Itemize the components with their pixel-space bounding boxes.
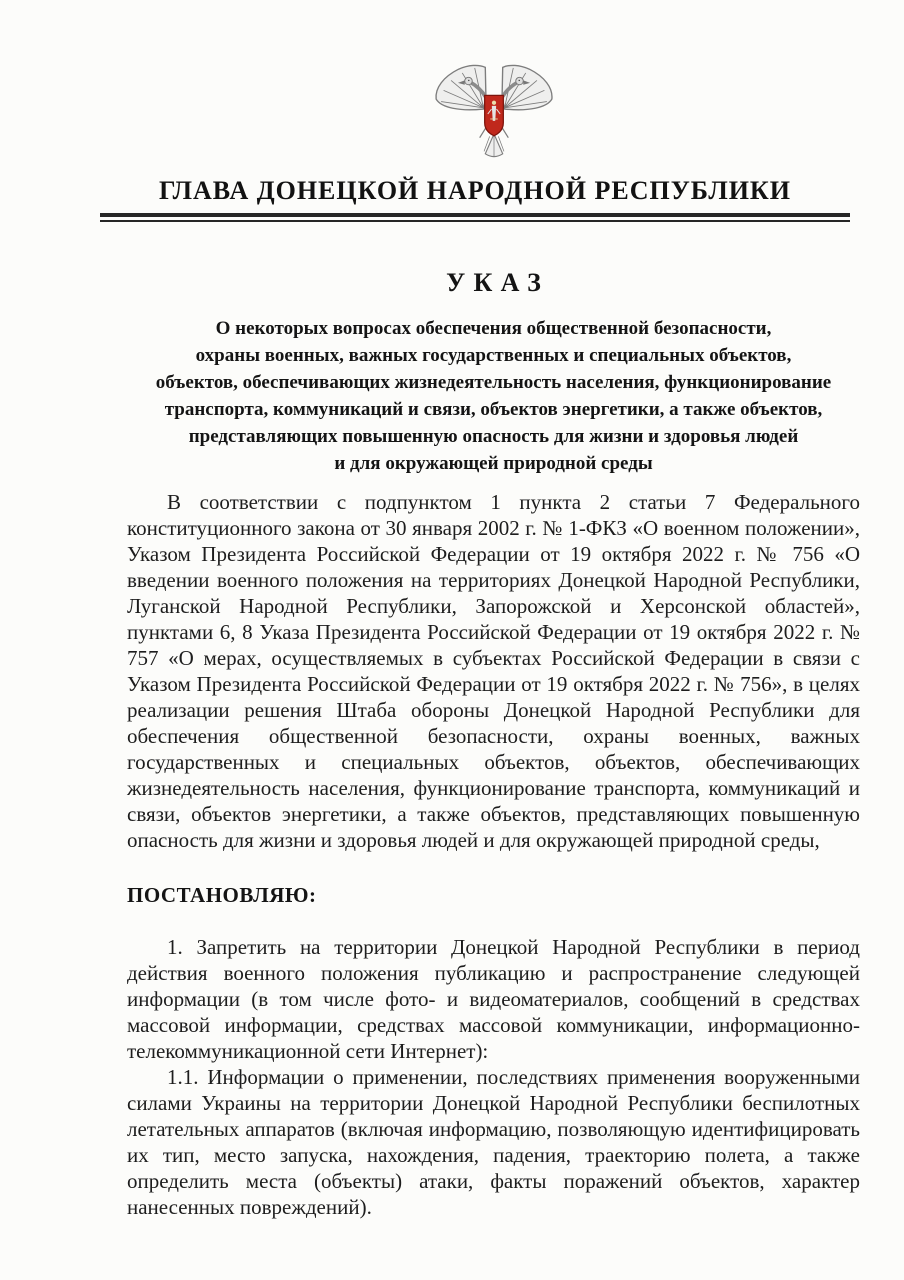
- document-title-line-5: представляющих повышенную опасность для жизни и здоровья людей: [188, 426, 799, 447]
- document-title-line-1: О некоторых вопросах обеспечения общественной безопасности,: [215, 318, 772, 339]
- document-title-line-4: транспорта, коммуникаций и связи, объектов энергетики, а также объектов,: [164, 399, 823, 420]
- preamble-paragraph: В соответствии с подпунктом 1 пункта 2 статьи 7 Федерального конституционного закона от 30 января 2002 г. № 1-ФКЗ «О военном положении», Указом Президента Российской Федерации от 19 октября 2022 г. № 756 «О введении военного положения на территориях Донецкой Народной Республики, Луганской Народной Республики, Запорожской и Херсонской областей», пунктами 6, 8 Указа Президента Российской Федерации от 19 октября 2022 г. № 757 «О мерах, осуществляемых в субъектах Российской Федерации в связи с Указом Президента Российской Федерации от 19 октября 2022 г. № 756», в целях реализации решения Штаба обороны Донецкой Народной Республики для обеспечения общественной безопасности, охраны военных, важных государственных и специальных объектов, объектов, обеспечивающих жизнедеятельность населения, функционирование транспорта, коммуникаций и связи, объектов энергетики, а также объектов, представляющих повышенную опасность для жизни и здоровья людей и для окружающей природной среды,: [127, 490, 860, 852]
- document-title: [127, 315, 860, 477]
- letterhead: [100, 176, 850, 206]
- resolution-label: ПОСТАНОВЛЯЮ:: [127, 883, 317, 907]
- document-title-line-6: и для окружающей природной среды: [334, 453, 653, 474]
- letterhead-divider: [100, 213, 850, 222]
- document-title-line-2: охраны военных, важных государственных и специальных объектов,: [195, 345, 792, 366]
- decree-item-1-1: 1.1. Информации о применении, последствиях применения вооруженными силами Украины на территории Донецкой Народной Республики беспилотных летательных аппаратов (включая информацию, позволяющую идентифицировать их тип, место запуска, нахождения, падения, траекторию полета, а также определить места (объекты) атаки, факты поражений объектов, характер нанесенных повреждений).: [127, 1065, 860, 1219]
- document-type-label: УКАЗ: [446, 268, 550, 297]
- double-headed-eagle-icon: [419, 58, 569, 170]
- dnr-coat-of-arms: [419, 58, 569, 170]
- letterhead-title: ГЛАВА ДОНЕЦКОЙ НАРОДНОЙ РЕСПУБЛИКИ: [158, 176, 792, 205]
- decree-item-1: 1. Запретить на территории Донецкой Народной Республики в период действия военного положения публикацию и распространение следующей информации (в том числе фото- и видеоматериалов, сообщений в средствах массовой информации, средствах массовой коммуникации, информационно-телекоммуникационной сети Интернет):: [127, 935, 860, 1063]
- document-title-line-3: объектов, обеспечивающих жизнедеятельность населения, функционирование: [155, 372, 832, 393]
